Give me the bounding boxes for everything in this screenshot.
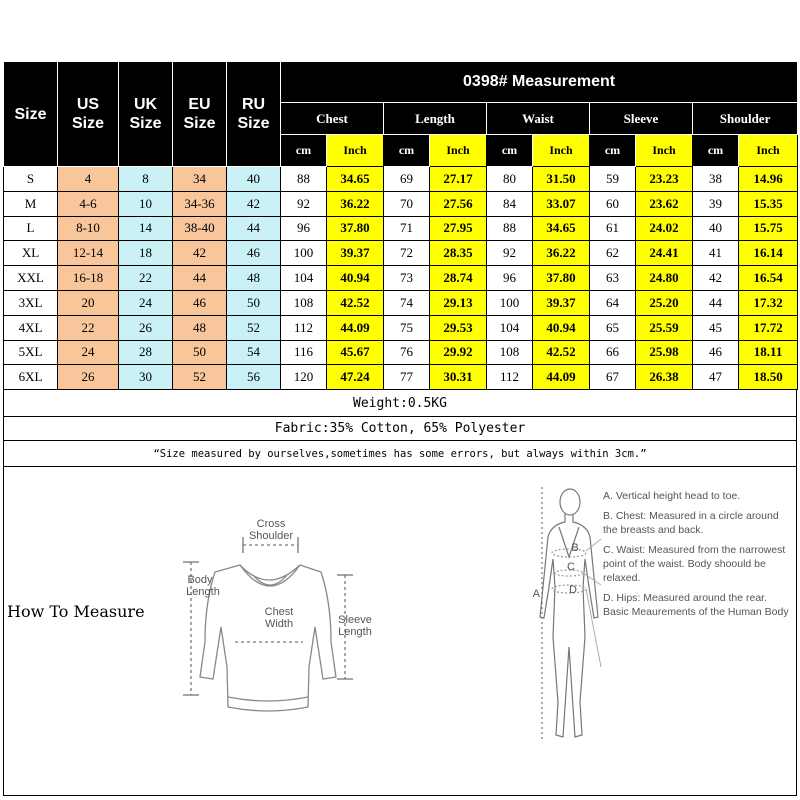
cell-waist-cm: 112 [487,365,533,390]
cell-eu-size: 42 [173,241,227,266]
cell-chest-cm: 88 [281,167,327,192]
cell-chest-cm: 100 [281,241,327,266]
table-row [4,167,798,192]
cell-chest-inch: 34.65 [327,167,384,192]
cell-shoulder-cm: 42 [693,266,739,291]
cell-waist-inch: 34.65 [533,216,590,241]
header-us-size: US Size [58,62,119,167]
unit-cm: cm [384,135,430,167]
cell-us-size: 4-6 [58,191,119,216]
cell-eu-size: 50 [173,340,227,365]
cell-chest-cm: 112 [281,315,327,340]
header-ru-size: RU Size [227,62,281,167]
fabric-info: Fabric:35% Cotton, 65% Polyester [3,417,797,441]
cell-chest-inch: 36.22 [327,191,384,216]
cell-sleeve-cm: 63 [590,266,636,291]
cell-ru-size: 50 [227,290,281,315]
cell-length-cm: 73 [384,266,430,291]
cell-waist-inch: 42.52 [533,340,590,365]
cell-size: 3XL [4,290,58,315]
cell-length-inch: 28.74 [430,266,487,291]
cell-size: M [4,191,58,216]
cell-sleeve-cm: 59 [590,167,636,192]
measurement-notes [603,489,793,625]
figure-letter-c: C [567,561,575,573]
figure-letter-a: A [532,588,540,600]
cell-sleeve-cm: 60 [590,191,636,216]
cell-chest-cm: 96 [281,216,327,241]
measurement-note: “Size measured by ourselves,sometimes has some errors, but always within 3cm.” [3,441,797,467]
cell-sleeve-inch: 23.23 [636,167,693,192]
cell-uk-size: 10 [119,191,173,216]
cell-waist-inch: 40.94 [533,315,590,340]
figure-letter-b: B [571,542,579,554]
cell-shoulder-cm: 44 [693,290,739,315]
cell-sleeve-inch: 24.41 [636,241,693,266]
cell-uk-size: 14 [119,216,173,241]
measurement-title: 0398# Measurement [281,62,798,103]
cell-sleeve-cm: 64 [590,290,636,315]
cell-uk-size: 24 [119,290,173,315]
table-row [4,266,798,291]
cell-ru-size: 52 [227,315,281,340]
cross-shoulder-label-2: Shoulder [248,530,294,542]
cell-shoulder-inch: 17.72 [739,315,798,340]
cell-chest-inch: 39.37 [327,241,384,266]
unit-inch: Inch [327,135,384,167]
cell-length-inch: 29.92 [430,340,487,365]
cell-size: XL [4,241,58,266]
cell-sleeve-inch: 26.38 [636,365,693,390]
cell-chest-cm: 120 [281,365,327,390]
cell-uk-size: 30 [119,365,173,390]
cell-shoulder-inch: 18.11 [739,340,798,365]
cell-waist-cm: 84 [487,191,533,216]
cell-waist-cm: 96 [487,266,533,291]
cell-shoulder-inch: 16.54 [739,266,798,291]
cell-eu-size: 52 [173,365,227,390]
unit-cm: cm [281,135,327,167]
group-waist: Waist [487,103,590,135]
cell-waist-inch: 39.37 [533,290,590,315]
cell-sleeve-inch: 25.98 [636,340,693,365]
cell-length-inch: 29.13 [430,290,487,315]
header-uk-size: UK Size [119,62,173,167]
note-c: C. Waist: Measured from the narrowest point of the waist. Body shoould be relaxed. [603,544,786,584]
note-d: D. Hips: Measured around the rear. [603,592,768,604]
cell-shoulder-inch: 16.14 [739,241,798,266]
cell-us-size: 24 [58,340,119,365]
cell-chest-cm: 108 [281,290,327,315]
table-row [4,191,798,216]
table-row [4,290,798,315]
cell-sleeve-cm: 66 [590,340,636,365]
how-to-measure-label: How To Measure [7,602,145,621]
cell-waist-inch: 31.50 [533,167,590,192]
cell-size: XXL [4,266,58,291]
cell-shoulder-cm: 45 [693,315,739,340]
group-shoulder: Shoulder [693,103,798,135]
cell-ru-size: 54 [227,340,281,365]
table-row [4,216,798,241]
cell-length-cm: 75 [384,315,430,340]
cell-chest-cm: 92 [281,191,327,216]
cell-sleeve-inch: 23.62 [636,191,693,216]
cell-chest-inch: 37.80 [327,216,384,241]
cell-chest-cm: 104 [281,266,327,291]
cell-shoulder-cm: 41 [693,241,739,266]
cell-us-size: 20 [58,290,119,315]
group-chest: Chest [281,103,384,135]
header-size: Size [4,62,58,167]
cell-ru-size: 40 [227,167,281,192]
cell-length-inch: 29.53 [430,315,487,340]
cell-sleeve-cm: 61 [590,216,636,241]
cell-sleeve-inch: 24.02 [636,216,693,241]
cell-shoulder-inch: 15.75 [739,216,798,241]
cell-waist-cm: 100 [487,290,533,315]
cell-waist-cm: 104 [487,315,533,340]
cell-waist-cm: 108 [487,340,533,365]
table-row [4,315,798,340]
cell-sleeve-inch: 24.80 [636,266,693,291]
cell-size: 6XL [4,365,58,390]
cell-sleeve-inch: 25.59 [636,315,693,340]
chest-width-label-1: Chest [264,606,294,618]
sleeve-length-label-1: Sleeve [338,614,372,626]
body-figure-diagram [540,487,598,739]
sleeve-length-label-2: Length [338,626,372,638]
cell-sleeve-inch: 25.20 [636,290,693,315]
unit-inch: Inch [430,135,487,167]
cell-length-inch: 27.95 [430,216,487,241]
cell-eu-size: 44 [173,266,227,291]
cell-size: 4XL [4,315,58,340]
cell-shoulder-inch: 15.35 [739,191,798,216]
unit-cm: cm [693,135,739,167]
cell-shoulder-cm: 40 [693,216,739,241]
unit-inch: Inch [739,135,798,167]
chest-width-label-2: Width [264,618,294,630]
how-to-measure-section [3,467,797,796]
cell-length-cm: 71 [384,216,430,241]
cell-length-cm: 69 [384,167,430,192]
cell-waist-inch: 36.22 [533,241,590,266]
cell-chest-inch: 44.09 [327,315,384,340]
cell-chest-cm: 116 [281,340,327,365]
cell-ru-size: 44 [227,216,281,241]
cell-length-cm: 72 [384,241,430,266]
group-sleeve: Sleeve [590,103,693,135]
cell-chest-inch: 45.67 [327,340,384,365]
header-eu-size: EU Size [173,62,227,167]
cell-us-size: 16-18 [58,266,119,291]
cell-chest-inch: 40.94 [327,266,384,291]
cell-length-inch: 30.31 [430,365,487,390]
cell-length-inch: 27.56 [430,191,487,216]
cell-us-size: 8-10 [58,216,119,241]
cell-length-inch: 28.35 [430,241,487,266]
body-length-label-2: Length [186,586,220,598]
cell-length-cm: 77 [384,365,430,390]
cell-uk-size: 26 [119,315,173,340]
cell-chest-inch: 42.52 [327,290,384,315]
cell-waist-inch: 33.07 [533,191,590,216]
cell-ru-size: 48 [227,266,281,291]
cell-ru-size: 42 [227,191,281,216]
cell-shoulder-cm: 39 [693,191,739,216]
table-row [4,340,798,365]
cell-eu-size: 46 [173,290,227,315]
cell-eu-size: 34-36 [173,191,227,216]
cell-waist-inch: 44.09 [533,365,590,390]
cell-length-cm: 70 [384,191,430,216]
cell-shoulder-inch: 14.96 [739,167,798,192]
cell-us-size: 4 [58,167,119,192]
cell-ru-size: 56 [227,365,281,390]
note-b: B. Chest: Measured in a circle around the breasts and back. [603,510,779,536]
cell-us-size: 26 [58,365,119,390]
figure-letter-d: D [569,584,577,596]
cell-shoulder-cm: 46 [693,340,739,365]
weight-info: Weight:0.5KG [3,391,797,417]
cell-length-inch: 27.17 [430,167,487,192]
cell-chest-inch: 47.24 [327,365,384,390]
cell-size: L [4,216,58,241]
cell-shoulder-cm: 38 [693,167,739,192]
cell-size: 5XL [4,340,58,365]
unit-cm: cm [487,135,533,167]
cell-uk-size: 18 [119,241,173,266]
cell-us-size: 22 [58,315,119,340]
note-a: A. Vertical height head to toe. [603,490,741,502]
cell-uk-size: 8 [119,167,173,192]
cell-uk-size: 22 [119,266,173,291]
cell-waist-cm: 92 [487,241,533,266]
cell-length-cm: 76 [384,340,430,365]
group-length: Length [384,103,487,135]
cell-shoulder-inch: 17.32 [739,290,798,315]
table-row [4,365,798,390]
cell-waist-inch: 37.80 [533,266,590,291]
cross-shoulder-label-1: Cross [256,518,286,530]
cell-length-cm: 74 [384,290,430,315]
body-length-label-1: Body [187,574,213,586]
cell-sleeve-cm: 67 [590,365,636,390]
cell-shoulder-cm: 47 [693,365,739,390]
cell-eu-size: 48 [173,315,227,340]
cell-ru-size: 46 [227,241,281,266]
cell-eu-size: 38-40 [173,216,227,241]
unit-inch: Inch [533,135,590,167]
size-table [3,61,798,390]
cell-waist-cm: 80 [487,167,533,192]
cell-sleeve-cm: 65 [590,315,636,340]
cell-sleeve-cm: 62 [590,241,636,266]
note-basic-measurements: Basic Meaurements of the Human Body [603,606,789,618]
unit-inch: Inch [636,135,693,167]
cell-waist-cm: 88 [487,216,533,241]
cell-shoulder-inch: 18.50 [739,365,798,390]
unit-cm: cm [590,135,636,167]
cell-size: S [4,167,58,192]
cell-eu-size: 34 [173,167,227,192]
cell-uk-size: 28 [119,340,173,365]
table-row [4,241,798,266]
cell-us-size: 12-14 [58,241,119,266]
